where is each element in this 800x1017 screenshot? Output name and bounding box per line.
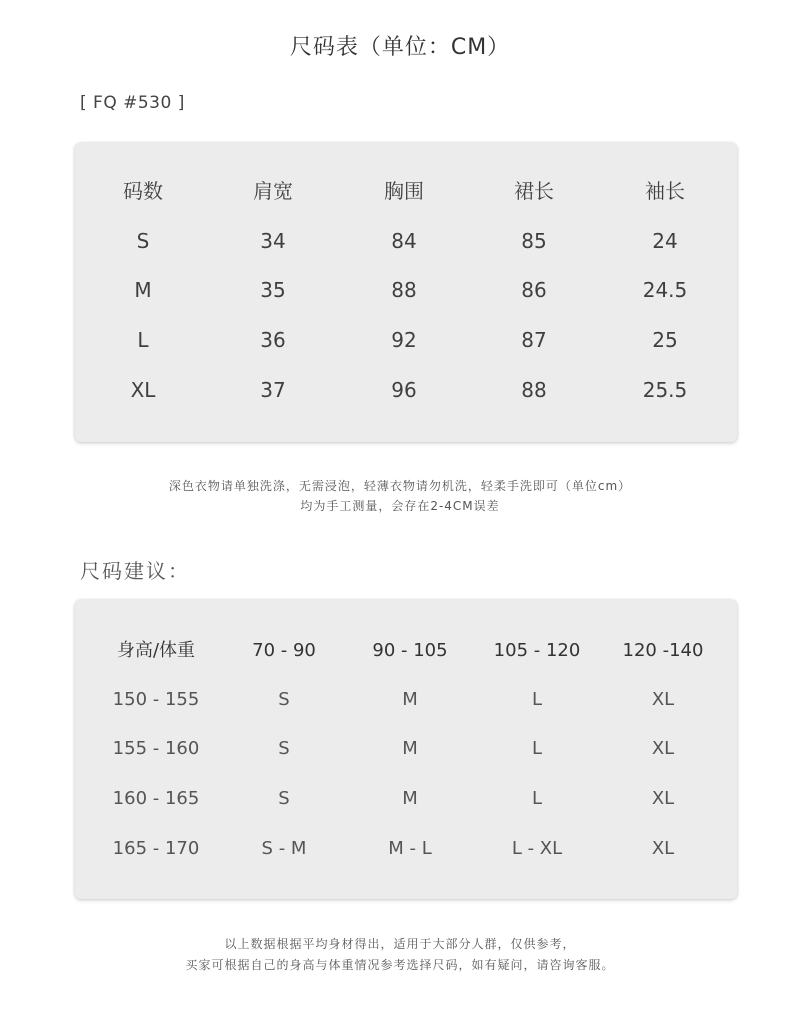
table-row bbox=[75, 834, 737, 864]
recommend-cell-size: S - M bbox=[261, 838, 307, 859]
size-cell-length: 85 bbox=[521, 229, 547, 253]
recommend-cell-size: M bbox=[402, 689, 418, 710]
size-header-size: 码数 bbox=[123, 179, 163, 203]
recommend-header-weight-range: 90 - 105 bbox=[372, 640, 448, 661]
table-row bbox=[75, 784, 737, 814]
size-table-panel bbox=[75, 143, 737, 442]
size-table-header-row bbox=[75, 176, 737, 206]
size-cell-sleeve: 25 bbox=[652, 328, 678, 352]
recommend-table-panel bbox=[75, 600, 737, 899]
recommend-cell-size: L bbox=[531, 788, 543, 809]
size-cell-size: S bbox=[136, 229, 150, 253]
size-header-shoulder: 肩宽 bbox=[253, 179, 293, 203]
size-cell-shoulder: 35 bbox=[260, 278, 286, 302]
recommend-header-height-weight: 身高/体重 bbox=[116, 640, 196, 661]
recommend-header-weight-range: 70 - 90 bbox=[252, 640, 316, 661]
recommend-cell-size: L bbox=[531, 738, 543, 759]
recommend-cell-size: XL bbox=[651, 738, 675, 759]
recommend-cell-size: XL bbox=[651, 788, 675, 809]
table-row bbox=[75, 275, 737, 305]
table-row bbox=[75, 375, 737, 405]
recommend-cell-size: M - L bbox=[388, 838, 432, 859]
size-cell-size: XL bbox=[130, 378, 156, 402]
size-header-bust: 胸围 bbox=[384, 179, 424, 203]
recommend-cell-height: 150 - 155 bbox=[112, 689, 200, 710]
size-cell-bust: 88 bbox=[391, 278, 417, 302]
recommend-cell-size: M bbox=[402, 788, 418, 809]
size-cell-bust: 96 bbox=[391, 378, 417, 402]
recommend-cell-size: XL bbox=[651, 689, 675, 710]
recommend-header-weight-range: 105 - 120 bbox=[493, 640, 581, 661]
style-code: [ FQ #530 ] bbox=[80, 93, 185, 113]
recommend-cell-size: S bbox=[278, 689, 290, 710]
page-title: 尺码表（单位：CM） bbox=[289, 35, 511, 60]
size-cell-size: M bbox=[134, 278, 152, 302]
recommend-cell-size: S bbox=[278, 738, 290, 759]
size-cell-shoulder: 34 bbox=[260, 229, 286, 253]
size-cell-size: L bbox=[137, 328, 149, 352]
size-cell-bust: 84 bbox=[391, 229, 417, 253]
recommend-header-weight-range: 120 -140 bbox=[622, 640, 704, 661]
recommend-table-header-row bbox=[75, 636, 737, 666]
care-note-line-1: 深色衣物请单独洗涤，无需浸泡，轻薄衣物请勿机洗，轻柔手洗即可（单位cm） bbox=[168, 479, 632, 493]
table-row bbox=[75, 226, 737, 256]
size-header-length: 裙长 bbox=[514, 179, 554, 203]
size-header-sleeve: 袖长 bbox=[645, 179, 685, 203]
size-cell-sleeve: 24.5 bbox=[642, 278, 688, 302]
recommend-cell-size: L - XL bbox=[511, 838, 563, 859]
size-cell-length: 88 bbox=[521, 378, 547, 402]
recommend-cell-size: XL bbox=[651, 838, 675, 859]
recommend-cell-size: S bbox=[278, 788, 290, 809]
size-cell-length: 86 bbox=[521, 278, 547, 302]
size-cell-length: 87 bbox=[521, 328, 547, 352]
size-cell-sleeve: 24 bbox=[652, 229, 678, 253]
table-row bbox=[75, 734, 737, 764]
care-note-line-2: 均为手工测量，会存在2-4CM误差 bbox=[300, 499, 500, 513]
size-cell-bust: 92 bbox=[391, 328, 417, 352]
size-cell-shoulder: 36 bbox=[260, 328, 286, 352]
recommend-cell-height: 165 - 170 bbox=[112, 838, 200, 859]
recommend-cell-size: M bbox=[402, 738, 418, 759]
table-row bbox=[75, 325, 737, 355]
size-cell-sleeve: 25.5 bbox=[642, 378, 688, 402]
footer-note-line-1: 以上数据根据平均身材得出，适用于大部分人群，仅供参考， bbox=[224, 937, 576, 951]
recommend-cell-height: 155 - 160 bbox=[112, 738, 200, 759]
recommend-section-title: 尺码建议： bbox=[80, 559, 190, 583]
table-row bbox=[75, 685, 737, 715]
size-cell-shoulder: 37 bbox=[260, 378, 286, 402]
recommend-cell-height: 160 - 165 bbox=[112, 788, 200, 809]
recommend-cell-size: L bbox=[531, 689, 543, 710]
footer-note-line-2: 买家可根据自己的身高与体重情况参考选择尺码，如有疑问，请咨询客服。 bbox=[185, 958, 615, 972]
